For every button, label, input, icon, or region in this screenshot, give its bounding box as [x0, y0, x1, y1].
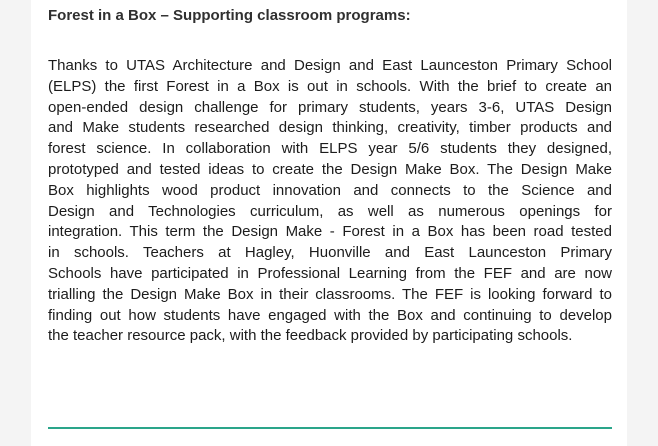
- paragraph-line-1: Thanks to UTAS Architecture and Design and East Launceston Primary School: [48, 57, 612, 74]
- paragraph-line-2: (ELPS) the first Forest in a Box is out in schools. With the brief to create an: [48, 77, 612, 95]
- article-paragraph: [48, 56, 612, 347]
- paragraph-line-5: forest science. In collaboration with ELPS year 5/6 students they designed,: [48, 140, 612, 158]
- paragraph-line-12: trialling the Design Make Box in their classrooms. The FEF is looking forward to: [48, 285, 612, 303]
- paragraph-line-3: open-ended design challenge for primary students, years 3-6, UTAS Design: [48, 98, 612, 116]
- paragraph-line-7: Box highlights wood product innovation and connects to the Science and: [48, 181, 612, 199]
- paragraph-line-11: Schools have participated in Professional Learning from the FEF and are now: [48, 264, 612, 282]
- paragraph-line-6: prototyped and tested ideas to create the Design Make Box. The Design Make: [48, 160, 612, 178]
- section-divider: [48, 427, 612, 429]
- paragraph-line-10: in schools. Teachers at Hagley, Huonville and East Launceston Primary: [48, 244, 612, 262]
- content-card: [31, 0, 627, 446]
- section-heading: Forest in a Box – Supporting classroom programs:: [48, 7, 411, 24]
- paragraph-line-4: and Make students researched design thinking, creativity, timber products and: [48, 119, 612, 137]
- paragraph-line-9: integration. This term the Design Make - Forest in a Box has been road tested: [48, 223, 612, 241]
- paragraph-line-13: finding out how students have engaged with the Box and continuing to develop: [48, 306, 612, 324]
- paragraph-line-8: Design and Technologies curriculum, as well as numerous openings for: [48, 202, 612, 220]
- paragraph-line-14: the teacher resource pack, with the feedback provided by participating schools.: [48, 327, 573, 345]
